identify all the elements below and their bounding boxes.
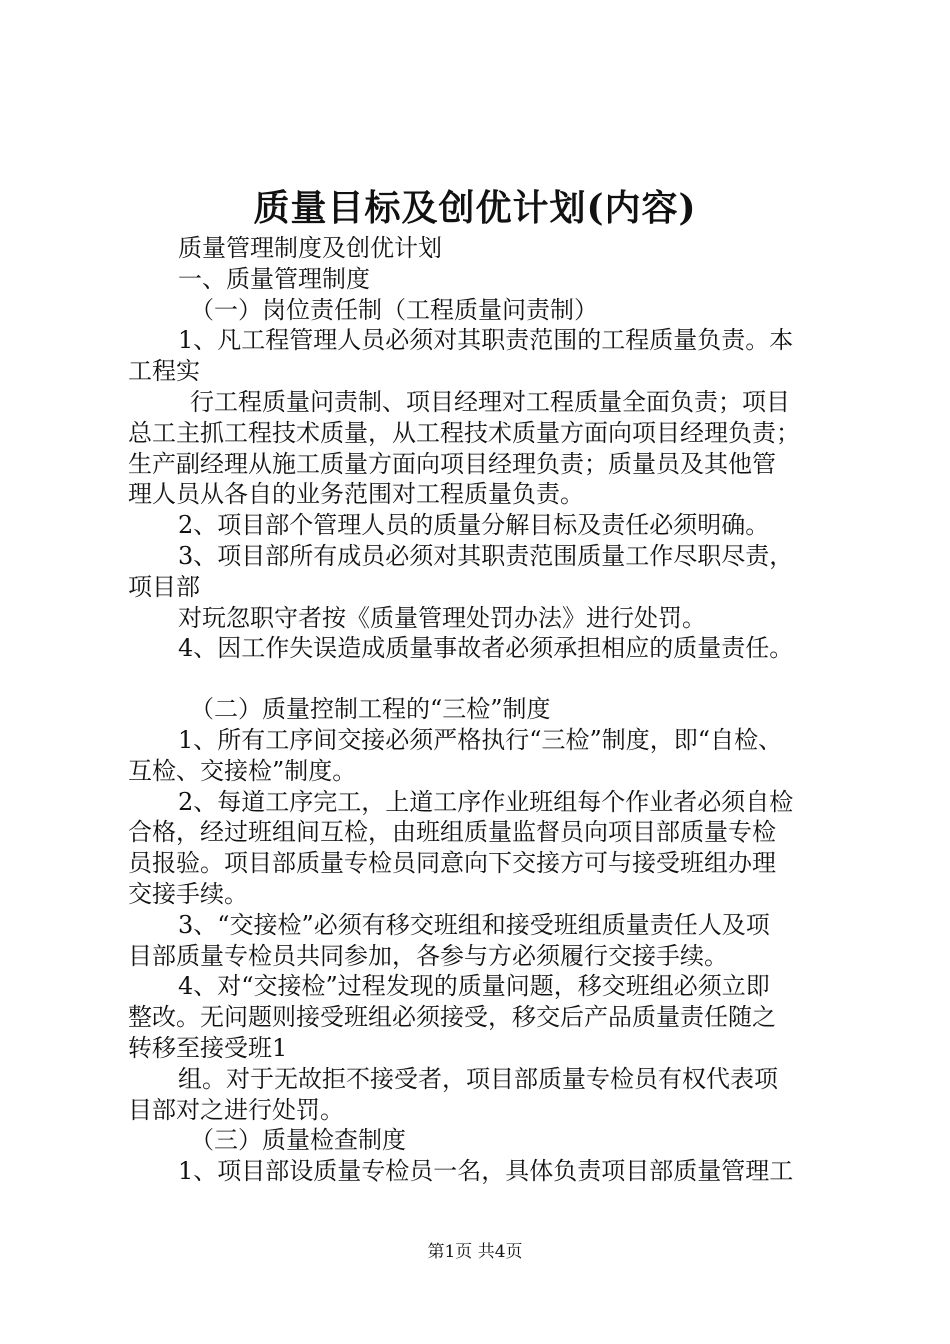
paragraph-line: 目部对之进行处罚。 <box>128 1095 344 1124</box>
paragraph-line: 总工主抓工程技术质量，从工程技术质量方面向项目经理负责； <box>128 418 800 447</box>
paragraph-line: 1、凡工程管理人员必须对其职责范围的工程质量负责。本 <box>178 326 794 355</box>
subsection-heading: （一）岗位责任制（工程质量问责制） <box>190 295 598 324</box>
paragraph-line: 行工程质量问责制、项目经理对工程质量全面负责；项目 <box>190 387 790 416</box>
paragraph-line: 整改。无问题则接受班组必须接受，移交后产品质量责任随之 <box>128 1003 776 1032</box>
blank-line <box>128 664 833 694</box>
paragraph-line: 2、每道工序完工，上道工序作业班组每个作业者必须自检 <box>178 787 794 816</box>
paragraph-line: 工程实 <box>128 357 200 386</box>
paragraph-line: 转移至接受班1 <box>128 1033 288 1062</box>
paragraph-line: 3、“交接检”必须有移交班组和接受班组质量责任人及项 <box>178 910 770 939</box>
paragraph-line: 员报验。项目部质量专检员同意向下交接方可与接受班组办理 <box>128 849 776 878</box>
paragraph-line: 4、因工作失误造成质量事故者必须承担相应的质量责任。 <box>178 634 794 663</box>
paragraph-line: 1、项目部设质量专检员一名，具体负责项目部质量管理工 <box>178 1157 794 1186</box>
paragraph-line: 4、对“交接检”过程发现的质量问题，移交班组必须立即 <box>178 972 770 1001</box>
subtitle-line: 质量管理制度及创优计划 <box>178 234 442 262</box>
paragraph-line: 合格，经过班组间互检，由班组质量监督员向项目部质量专检 <box>128 818 776 847</box>
paragraph-line: 项目部 <box>128 572 200 601</box>
page-number-footer: 第1页 共4页 <box>427 1242 523 1262</box>
section-heading: 一、质量管理制度 <box>178 264 370 293</box>
paragraph-line: 3、项目部所有成员必须对其职责范围质量工作尽职尽责， <box>178 541 794 570</box>
subsection-heading: （三）质量检查制度 <box>190 1126 406 1155</box>
paragraph-line: 组。对于无故拒不接受者，项目部质量专检员有权代表项 <box>178 1064 778 1093</box>
document-body <box>128 233 833 1187</box>
paragraph-line: 理人员从各自的业务范围对工程质量负责。 <box>128 480 584 509</box>
paragraph-line: 互检、交接检”制度。 <box>128 756 357 785</box>
subsection-heading: （二）质量控制工程的“三检”制度 <box>190 695 551 724</box>
paragraph-line: 目部质量专检员共同参加，各参与方必须履行交接手续。 <box>128 941 728 970</box>
paragraph-line: 1、所有工序间交接必须严格执行“三检”制度，即“自检、 <box>178 725 783 754</box>
paragraph-line: 生产副经理从施工质量方面向项目经理负责；质量员及其他管 <box>128 449 776 478</box>
document-title: 质量目标及创优计划(内容) <box>253 187 697 229</box>
paragraph-line: 对玩忽职守者按《质量管理处罚办法》进行处罚。 <box>178 603 706 632</box>
paragraph-line: 2、项目部个管理人员的质量分解目标及责任必须明确。 <box>178 511 770 540</box>
paragraph-line: 交接手续。 <box>128 879 248 908</box>
